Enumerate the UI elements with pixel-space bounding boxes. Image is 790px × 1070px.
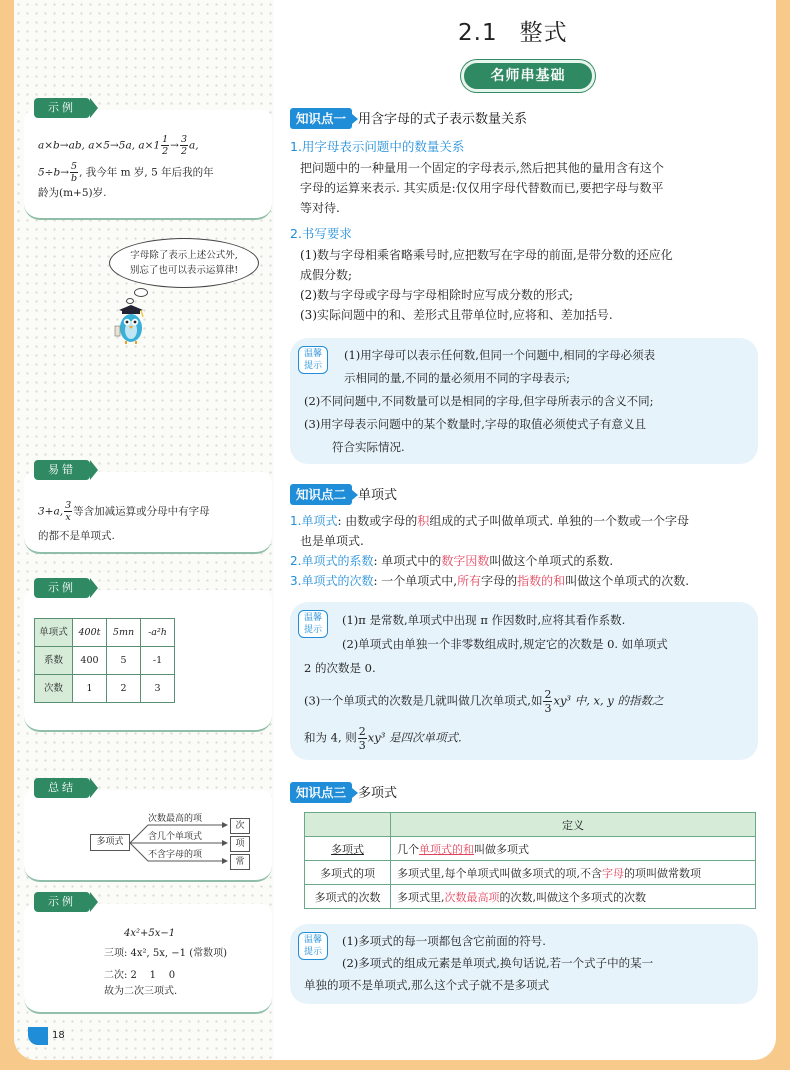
margin-column [14, 0, 274, 1060]
table-cell: 多项式 [305, 837, 391, 861]
tip-badge: 温馨 提示 [298, 932, 328, 960]
tip-line: (2)多项式的组成元素是单项式,换句话说,若一个式子中的某一 [342, 956, 654, 970]
example-tab: 示例 [34, 578, 90, 598]
tip-line: (2)不同问题中,不同数量可以是相同的字母,但字母所表示的含义不同; [304, 394, 654, 408]
fraction: $\frac{3}{2}$ [180, 134, 188, 157]
fraction: $\frac{3}{x}$ [65, 500, 72, 523]
polynomial-definition-table [304, 812, 756, 909]
table-row [35, 675, 175, 703]
fraction: $\frac{2}{3}$ [544, 688, 552, 715]
table-cell: 400t [73, 619, 107, 647]
knowledge-point-2 [290, 484, 397, 505]
tip-box-3 [290, 924, 758, 1004]
table-row [35, 619, 175, 647]
kp1-sub1: 1.用字母表示问题中的数量关系 [290, 139, 465, 154]
example-tab: 示例 [34, 98, 90, 118]
mistake-line2: 的都不是单项式. [38, 530, 115, 542]
example3-conclusion: 故为二次三项式. [104, 986, 178, 997]
table-cell: -1 [141, 647, 175, 675]
bubble-dot [134, 288, 148, 297]
owl-mascot-icon [114, 302, 148, 344]
knowledge-point-1 [290, 108, 527, 129]
kp-title: 多项式 [358, 786, 398, 801]
tip-badge: 温馨 提示 [298, 346, 328, 374]
tip-line: (1)用字母可以表示任何数,但同一个问题中,相同的字母必须表 [344, 348, 656, 362]
mistake-tab: 易错 [34, 460, 90, 480]
table-head-cell [305, 813, 391, 837]
knowledge-point-3 [290, 782, 397, 803]
example-card-2 [24, 581, 272, 732]
table-cell: 5 [107, 647, 141, 675]
table-row [35, 647, 175, 675]
kp-tag: 知识点三 [290, 782, 352, 803]
table-cell: 5mn [107, 619, 141, 647]
bubble-line: 别忘了也可以表示运算律! [129, 265, 239, 276]
tree-branch: 含几个单项式 [148, 832, 203, 842]
kp-tag: 知识点一 [290, 108, 352, 129]
page-title [458, 14, 568, 47]
mistake-card [24, 463, 272, 554]
table-cell: 多项式里,每个单项式叫做多项式的项,不含字母的项叫做常数项 [391, 861, 756, 885]
table-cell: 几个单项式的和叫做多项式 [391, 837, 756, 861]
example-card-3 [24, 895, 272, 1014]
mistake-line1a: 3+a, [38, 505, 64, 518]
tip-line: 单独的项不是单项式,那么这个式子就不是多项式 [304, 978, 550, 992]
example-card-1 [24, 101, 272, 220]
fraction: $\frac{1}{2}$ [162, 134, 169, 157]
table-head-cell: 系数 [35, 647, 73, 675]
tree-branch: 次数最高的项 [148, 814, 203, 824]
example1-line2b: , 我今年 m 岁, 5 年后我的年 [79, 166, 214, 179]
page-number: 18 [34, 1027, 68, 1045]
example1-line1a: a×b→ab, a×5→5a, a×1 [38, 139, 161, 152]
example-tab: 示例 [34, 892, 90, 912]
example3-degrees: 二次: 2 1 0 [104, 970, 176, 981]
tip-badge: 温馨 提示 [298, 610, 328, 638]
page-sheet [14, 0, 776, 1060]
table-cell: 3 [141, 675, 175, 703]
mistake-line1b: 等含加减运算或分母中有字母 [73, 505, 210, 518]
table-row [305, 837, 756, 861]
example1-line2a: 5÷b→ [38, 166, 69, 179]
table-head-cell: 单项式 [35, 619, 73, 647]
kp1-para1: 把问题中的一种量用一个固定的字母表示,然后把其他的量用含有这个 字母的运算来表示. 其实质是:仅仅用字母代替数而已,要把字母与数平 等对待. [300, 161, 664, 215]
kp-title: 用含字母的式子表示数量关系 [358, 112, 528, 127]
table-row [305, 861, 756, 885]
kp1-sub2: 2.书写要求 [290, 226, 352, 241]
example3-terms: 三项: 4x², 5x, −1 (常数项) [104, 948, 227, 959]
table-cell: 多项式的次数 [305, 885, 391, 909]
tip-box-2 [290, 602, 758, 760]
example1-line1c: a, [189, 139, 199, 152]
table-cell: -a²h [141, 619, 175, 647]
example1-line3: 龄为(m+5)岁. [38, 187, 107, 199]
table-head-cell: 次数 [35, 675, 73, 703]
tip-line: 示相同的量,不同的量必须用不同的字母表示; [344, 371, 571, 385]
thought-bubble [109, 238, 259, 288]
fraction: $\frac{5}{b}$ [71, 161, 78, 184]
section-number: 2.1 [458, 20, 498, 46]
tree-branch: 不含字母的项 [148, 850, 203, 860]
tree-leaf: 常 [230, 854, 250, 870]
tip-line: (1)π 是常数,单项式中出现 π 作因数时,应将其看作系数. [342, 613, 626, 627]
table-cell: 多项式里,次数最高项的次数,叫做这个多项式的次数 [391, 885, 756, 909]
bubble-line: 字母除了表示上述公式外, [130, 250, 238, 261]
tip-line: 和为 4, 则 $\frac{2}{3}$ xy³ 是四次单项式. [304, 725, 462, 752]
table-row [305, 813, 756, 837]
table-cell: 多项式的项 [305, 861, 391, 885]
section-title: 整式 [519, 20, 568, 46]
summary-tab: 总结 [34, 778, 90, 798]
table-cell: 1 [73, 675, 107, 703]
kp-tag: 知识点二 [290, 484, 352, 505]
tree-leaf: 项 [230, 836, 250, 852]
table-cell: 400 [73, 647, 107, 675]
fraction: $\frac{2}{3}$ [358, 725, 366, 752]
table-head-cell: 定义 [391, 813, 756, 837]
section-banner: 名师串基础 [461, 60, 595, 92]
tip-line: 符合实际情况. [332, 440, 405, 454]
tip-box-1 [290, 338, 758, 464]
summary-card [24, 781, 272, 882]
tip-line: (3)一个单项式的次数是几就叫做几次单项式,如 $\frac{2}{3}$ xy³ 中, x, y 的指数之 [304, 688, 664, 715]
tip-line: (3)用字母表示问题中的某个数量时,字母的取值必须使式子有意义且 [304, 417, 646, 431]
tree-leaf: 次 [230, 818, 250, 834]
table-cell: 2 [107, 675, 141, 703]
example3-expression: 4x²+5x−1 [124, 928, 176, 939]
tip-line: (1)多项式的每一项都包含它前面的符号. [342, 934, 546, 948]
kp-title: 单项式 [358, 488, 398, 503]
monomial-table [34, 618, 175, 703]
kp2-definitions: 1.单项式: 由数或字母的积组成的式子叫做单项式. 单独的一个数或一个字母 也是单项式. 2.单项式的系数: 单项式中的数字因数叫做这个单项式的系数. 3.单项式的次数: 一个单项式中,所有字母的指数的和叫做这个单项式的次数. [290, 514, 690, 588]
kp1-para2: (1)数与字母相乘省略乘号时,应把数写在字母的前面,是带分数的还应化 成假分数; (2)数与字母或字母与字母相除时应写成分数的形式; (3)实际问题中的和、差形式且带单位时,应将和、差加括号. [300, 248, 673, 322]
tip-line: 2 的次数是 0. [304, 661, 376, 675]
table-row [305, 885, 756, 909]
tree-root: 多项式 [90, 834, 130, 851]
example1-arrow: → [170, 139, 179, 152]
tip-line: (2)单项式由单独一个非零数组成时,规定它的次数是 0. 如单项式 [342, 637, 668, 651]
